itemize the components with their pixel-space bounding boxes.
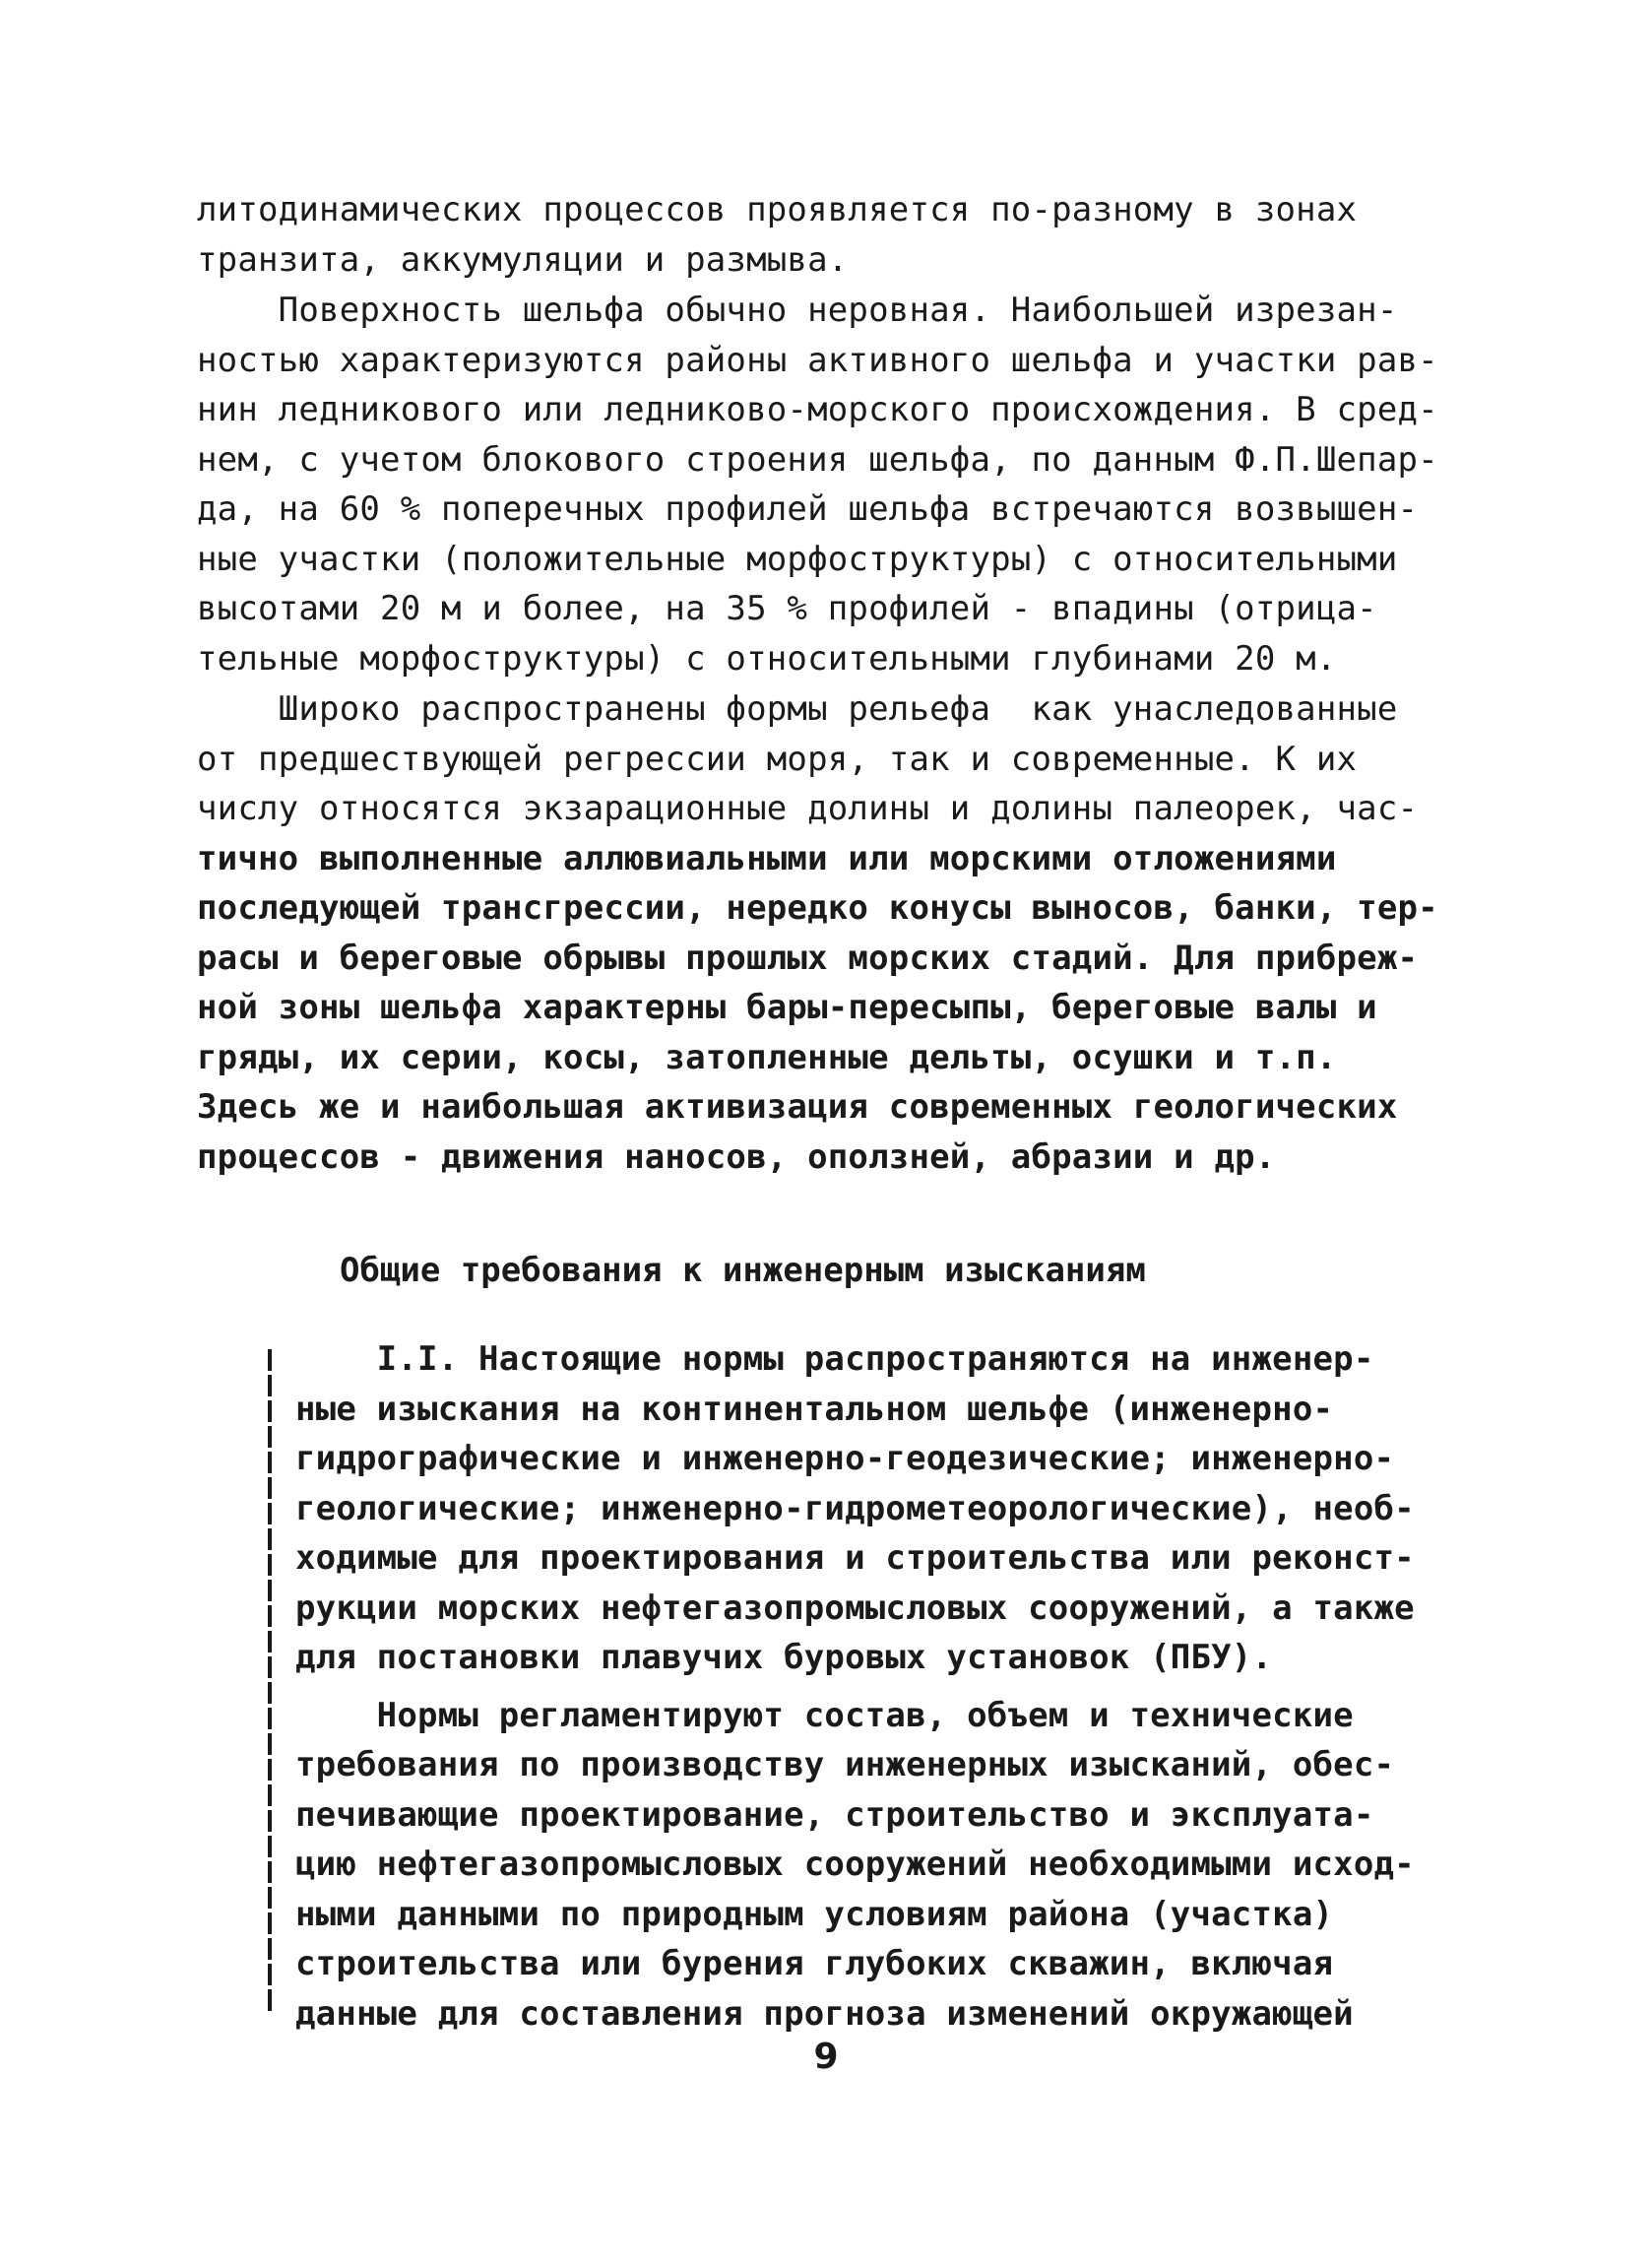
section-heading: Общие требования к инженерным изысканиям xyxy=(340,1251,1146,1290)
text-line: числу относятся экзарационные долины и долины палеорек, час- xyxy=(197,789,1419,828)
text-line: для постановки плавучих буровых установок (ПБУ). xyxy=(295,1638,1273,1677)
text-line: гидрографические и инженерно-геодезические; инженерно- xyxy=(295,1439,1395,1478)
text-line: данные для составления прогноза изменений окружающей xyxy=(295,1993,1354,2034)
section-body xyxy=(295,1334,1477,2039)
paragraph-relief-forms xyxy=(197,684,1477,1182)
text-line: от предшествующей регрессии моря, так и современные. К их xyxy=(197,739,1358,779)
norms-scope-paragraph xyxy=(295,1691,1477,2040)
text-line: расы и береговые обрывы прошлых морских стадий. Для прибреж- xyxy=(197,938,1419,978)
text-line: нем, с учетом блокового строения шельфа, по данным Ф.П.Шепар- xyxy=(197,439,1438,480)
text-line: тельные морфоструктуры) с относительными глубинами 20 м. xyxy=(197,638,1337,679)
page-number: 9 xyxy=(813,2037,839,2077)
text-line: ные участки (положительные морфоструктуры) с относительными xyxy=(197,539,1398,579)
text-line: последующей трансгрессии, нередко конусы выносов, банки, тер- xyxy=(197,888,1438,928)
text-line: транзита, аккумуляции и размыва. xyxy=(197,239,849,280)
text-line: строительства или бурения глубоких скважин, включая xyxy=(295,1944,1334,1983)
text-line: высотами 20 м и более, на 35 % профилей - впадины (отрица- xyxy=(197,589,1377,628)
text-line: процессов - движения наносов, оползней, абразии и др. xyxy=(197,1136,1276,1177)
text-line: рукции морских нефтегазопромысловых сооружений, а также xyxy=(295,1588,1415,1628)
text-line: гряды, их серии, косы, затопленные дельты, осушки и т.п. xyxy=(197,1037,1337,1077)
text-line: ными данными по природным условиям района (участка) xyxy=(295,1894,1334,1934)
text-line: цию нефтегазопромысловых сооружений необходимыми исход- xyxy=(295,1845,1415,1884)
text-line: Поверхность шельфа обычно неровная. Наибольшей изрезан- xyxy=(197,291,1398,330)
text-line: Широко распространены формы рельефа как унаследованные xyxy=(197,689,1398,729)
text-line: Нормы регламентируют состав, объем и технические xyxy=(295,1695,1354,1735)
text-line: геологические; инженерно-гидрометеорологические), необ- xyxy=(295,1488,1415,1528)
text-line: тично выполненные аллювиальными или морскими отложениями xyxy=(197,838,1337,878)
text-line: Здесь же и наибольшая активизация современных геологических xyxy=(197,1087,1398,1127)
text-line: да, на 60 % поперечных профилей шельфа встречаются возвышен- xyxy=(197,489,1419,529)
text-line: I.I. Настоящие нормы распространяются на инженер- xyxy=(295,1339,1374,1379)
text-line: ходимые для проектирования и строительства или реконст- xyxy=(295,1538,1415,1578)
paragraph-shelf-surface xyxy=(197,286,1477,683)
text-line: ностью характеризуются районы активного шельфа и участки рав- xyxy=(197,340,1438,380)
text-line: литодинамических процессов проявляется по-разному в зонах xyxy=(197,190,1358,229)
text-line: ной зоны шельфа характерны бары-пересыпы, береговые валы и xyxy=(197,988,1377,1027)
paragraph-continuation xyxy=(197,185,1477,285)
text-line: печивающие проектирование, строительство и эксплуата- xyxy=(295,1794,1374,1835)
text-line: требования по производству инженерных изысканий, обес- xyxy=(295,1745,1395,1784)
margin-change-bar xyxy=(268,1349,272,2014)
text-line: нин ледникового или ледниково-морского происхождения. В сред- xyxy=(197,390,1438,429)
text-line: ные изыскания на континентальном шельфе (инженерно- xyxy=(295,1389,1334,1429)
clause-1-1 xyxy=(295,1334,1477,1683)
